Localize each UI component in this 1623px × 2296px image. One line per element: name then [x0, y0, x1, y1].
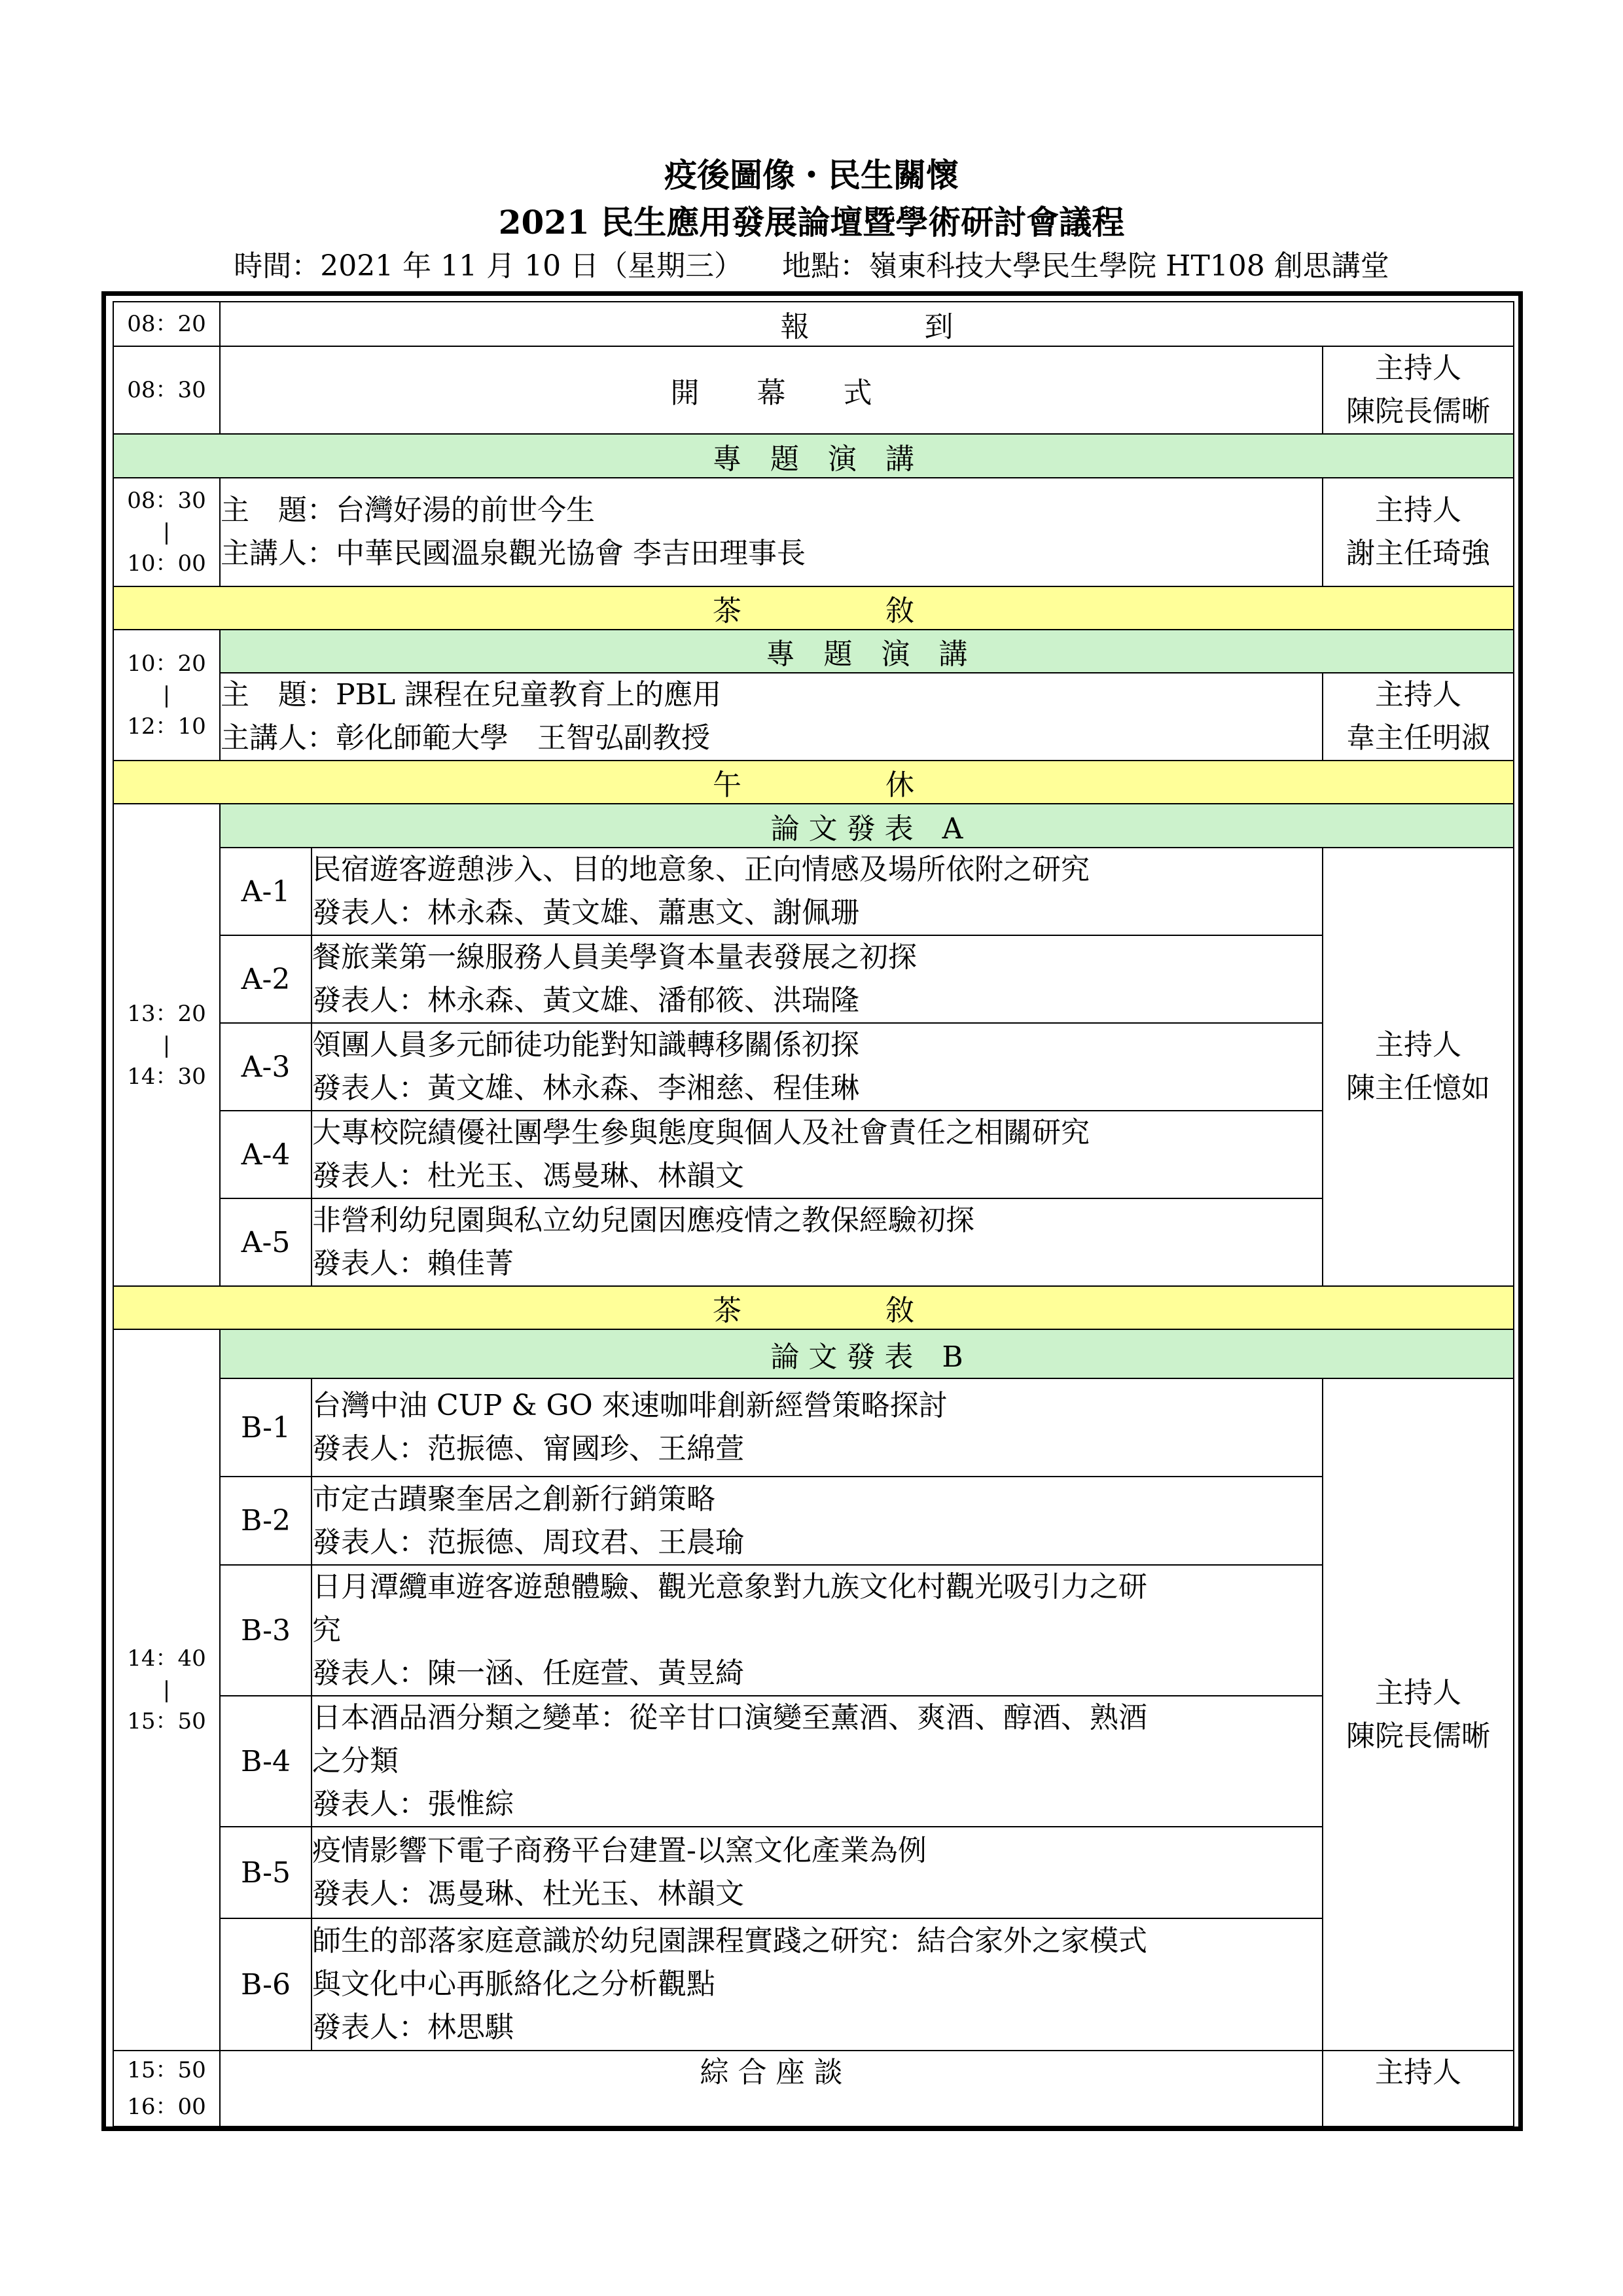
paper-authors: 發表人：黃文雄、林永森、李湘慈、程佳琳 [312, 1071, 859, 1105]
paper-row-b6 [113, 1918, 1514, 2051]
time-end: 14：30 [127, 1063, 206, 1090]
paper-title: 民宿遊客遊憩涉入、目的地意象、正向情感及場所依附之研究 [312, 853, 1090, 886]
paper-info [312, 1918, 1323, 2051]
paper-authors: 發表人：賴佳菁 [312, 1247, 514, 1280]
opening-label: 開 幕 式 [220, 346, 1323, 434]
tea-break-label: 茶 敘 [113, 1286, 1514, 1329]
row-tea-break-1 [113, 586, 1514, 630]
paper-title: 領團人員多元師徒功能對知識轉移關係初探 [312, 1028, 859, 1062]
paper-row-a2 [113, 935, 1514, 1023]
time-start: 10：20 [127, 651, 206, 677]
event-time: 時間：2021 年 11 月 10 日（星期三） [234, 249, 743, 283]
host-title: 主持人 [1375, 493, 1462, 527]
host-title: 主持人 [1375, 678, 1462, 711]
paper-code: B-3 [220, 1565, 312, 1696]
row-session-a-header [113, 804, 1514, 848]
time-range [113, 630, 220, 761]
paper-title: 台灣中油 CUP & GO 來速咖啡創新經營策略探討 [312, 1389, 948, 1422]
paper-authors: 發表人：張惟綜 [312, 1787, 514, 1821]
time-end: 16：00 [127, 2094, 206, 2120]
host-cell [1323, 673, 1514, 761]
time-cell: 08：20 [113, 302, 220, 346]
paper-info [312, 1696, 1323, 1827]
paper-info [312, 1111, 1323, 1198]
paper-title-cont: 之分類 [312, 1744, 399, 1778]
time-range [113, 804, 220, 1286]
host-title: 主持人 [1375, 351, 1462, 385]
paper-code: B-6 [220, 1918, 312, 2051]
host-cell [1323, 1378, 1514, 2051]
paper-authors: 發表人：林永森、黃文雄、潘郁筱、洪瑞隆 [312, 984, 859, 1017]
section-header: 專 題 演 講 [220, 630, 1514, 673]
time-start: 14：40 [127, 1645, 206, 1672]
keynote-topic: 主 題：PBL 課程在兒童教育上的應用 [221, 678, 722, 711]
time-end: 10：00 [127, 550, 206, 577]
row-checkin [113, 302, 1514, 346]
paper-info [312, 1477, 1323, 1565]
paper-info [312, 935, 1323, 1023]
paper-authors: 發表人：馮曼琳、杜光玉、林韻文 [312, 1877, 744, 1910]
paper-code: A-4 [220, 1111, 312, 1198]
host-name: 陳院長儒晰 [1346, 395, 1491, 428]
row-lunch-break [113, 761, 1514, 804]
paper-row-b1 [113, 1378, 1514, 1477]
paper-code: A-3 [220, 1023, 312, 1111]
time-start: 15：50 [127, 2057, 206, 2083]
paper-code: B-1 [220, 1378, 312, 1477]
host-cell [1323, 848, 1514, 1286]
paper-code: B-2 [220, 1477, 312, 1565]
title-block [0, 152, 1623, 246]
paper-authors: 發表人：杜光玉、馮曼琳、林韻文 [312, 1159, 744, 1193]
paper-code: A-1 [220, 848, 312, 935]
host-cell [1323, 478, 1514, 586]
forum-label: 綜 合 座 談 [220, 2051, 1323, 2126]
time-sep: | [162, 1031, 171, 1058]
section-header: 專 題 演 講 [113, 434, 1514, 478]
time-sep: | [162, 519, 171, 545]
host-title: 主持人 [1375, 1028, 1462, 1062]
paper-code: B-5 [220, 1827, 312, 1918]
paper-row-b4 [113, 1696, 1514, 1827]
time-end: 15：50 [127, 1708, 206, 1734]
paper-row-a1 [113, 848, 1514, 935]
paper-code: A-5 [220, 1198, 312, 1286]
paper-info [312, 1198, 1323, 1286]
keynote-content [220, 478, 1323, 586]
host-cell [1323, 346, 1514, 434]
time-range [113, 478, 220, 586]
paper-title-cont: 與文化中心再脈絡化之分析觀點 [312, 1967, 715, 2001]
paper-authors: 發表人：范振德、甯國珍、王綿萱 [312, 1432, 744, 1465]
section-header: 論 文 發 表 A [220, 804, 1514, 848]
row-tea-break-2 [113, 1286, 1514, 1329]
host-name: 謝主任琦強 [1346, 537, 1491, 570]
agenda-table [113, 301, 1514, 2127]
paper-authors: 發表人：范振德、周玟君、王晨瑜 [312, 1525, 744, 1559]
paper-code: B-4 [220, 1696, 312, 1827]
time-sep: | [162, 682, 171, 708]
lunch-break-label: 午 休 [113, 761, 1514, 804]
time-end: 12：10 [127, 713, 206, 740]
paper-info [312, 1565, 1323, 1696]
paper-row-b2 [113, 1477, 1514, 1565]
paper-title-cont: 究 [312, 1613, 341, 1647]
time-cell: 08：30 [113, 346, 220, 434]
tea-break-label: 茶 敘 [113, 586, 1514, 630]
time-start: 13：20 [127, 1000, 206, 1027]
paper-title: 市定古蹟聚奎居之創新行銷策略 [312, 1482, 715, 1516]
host-name: 陳主任憶如 [1346, 1071, 1491, 1105]
checkin-label: 報 到 [220, 302, 1514, 346]
row-opening [113, 346, 1514, 434]
host-title: 主持人 [1375, 2056, 1462, 2089]
section-header: 論 文 發 表 B [220, 1329, 1514, 1378]
time-range [113, 2051, 220, 2126]
row-keynote2-header [113, 630, 1514, 673]
event-meta [0, 243, 1623, 289]
row-keynote2 [113, 673, 1514, 761]
keynote-speaker: 主講人：彰化師範大學 王智弘副教授 [221, 721, 710, 755]
time-range [113, 1329, 220, 2051]
keynote-speaker: 主講人：中華民國溫泉觀光協會 李吉田理事長 [221, 537, 806, 570]
row-forum [113, 2051, 1514, 2126]
paper-row-b3 [113, 1565, 1514, 1696]
paper-title: 餐旅業第一線服務人員美學資本量表發展之初探 [312, 941, 917, 974]
host-name: 韋主任明淑 [1346, 721, 1491, 755]
keynote-content [220, 673, 1323, 761]
paper-title: 非營利幼兒園與私立幼兒園因應疫情之教保經驗初探 [312, 1204, 974, 1237]
paper-authors: 發表人：陳一涵、任庭萱、黃昱綺 [312, 1657, 744, 1690]
paper-info [312, 1378, 1323, 1477]
paper-row-a4 [113, 1111, 1514, 1198]
keynote-topic: 主 題：台灣好湯的前世今生 [221, 493, 595, 527]
time-start: 08：30 [127, 488, 206, 514]
paper-row-a3 [113, 1023, 1514, 1111]
paper-row-b5 [113, 1827, 1514, 1918]
paper-authors: 發表人：林永森、黃文雄、蕭惠文、謝佩珊 [312, 896, 859, 929]
host-title: 主持人 [1375, 1676, 1462, 1710]
paper-info [312, 1827, 1323, 1918]
paper-code: A-2 [220, 935, 312, 1023]
paper-row-a5 [113, 1198, 1514, 1286]
paper-title: 日本酒品酒分類之變革：從辛甘口演變至薰酒、爽酒、醇酒、熟酒 [312, 1701, 1147, 1734]
row-keynote1 [113, 478, 1514, 586]
row-session-b-header [113, 1329, 1514, 1378]
host-cell [1323, 2051, 1514, 2126]
host-name: 陳院長儒晰 [1346, 1719, 1491, 1753]
paper-info [312, 1023, 1323, 1111]
page-title-line1: 疫後圖像・民生關懷 [664, 156, 959, 194]
time-sep: | [162, 1677, 171, 1703]
paper-authors: 發表人：林思騏 [312, 2011, 514, 2044]
paper-title: 日月潭纜車遊客遊憩體驗、觀光意象對九族文化村觀光吸引力之研 [312, 1570, 1147, 1604]
paper-title: 師生的部落家庭意識於幼兒園課程實踐之研究：結合家外之家模式 [312, 1924, 1147, 1958]
paper-title: 大專校院績優社團學生參與態度與個人及社會責任之相關研究 [312, 1116, 1090, 1149]
page-title-line2: 2021 民生應用發展論壇暨學術研討會議程 [498, 203, 1125, 242]
paper-info [312, 848, 1323, 935]
row-keynote1-header [113, 434, 1514, 478]
paper-title: 疫情影響下電子商務平台建置-以窯文化產業為例 [312, 1834, 927, 1867]
event-place: 地點：嶺東科技大學民生學院 HT108 創思講堂 [782, 249, 1389, 283]
